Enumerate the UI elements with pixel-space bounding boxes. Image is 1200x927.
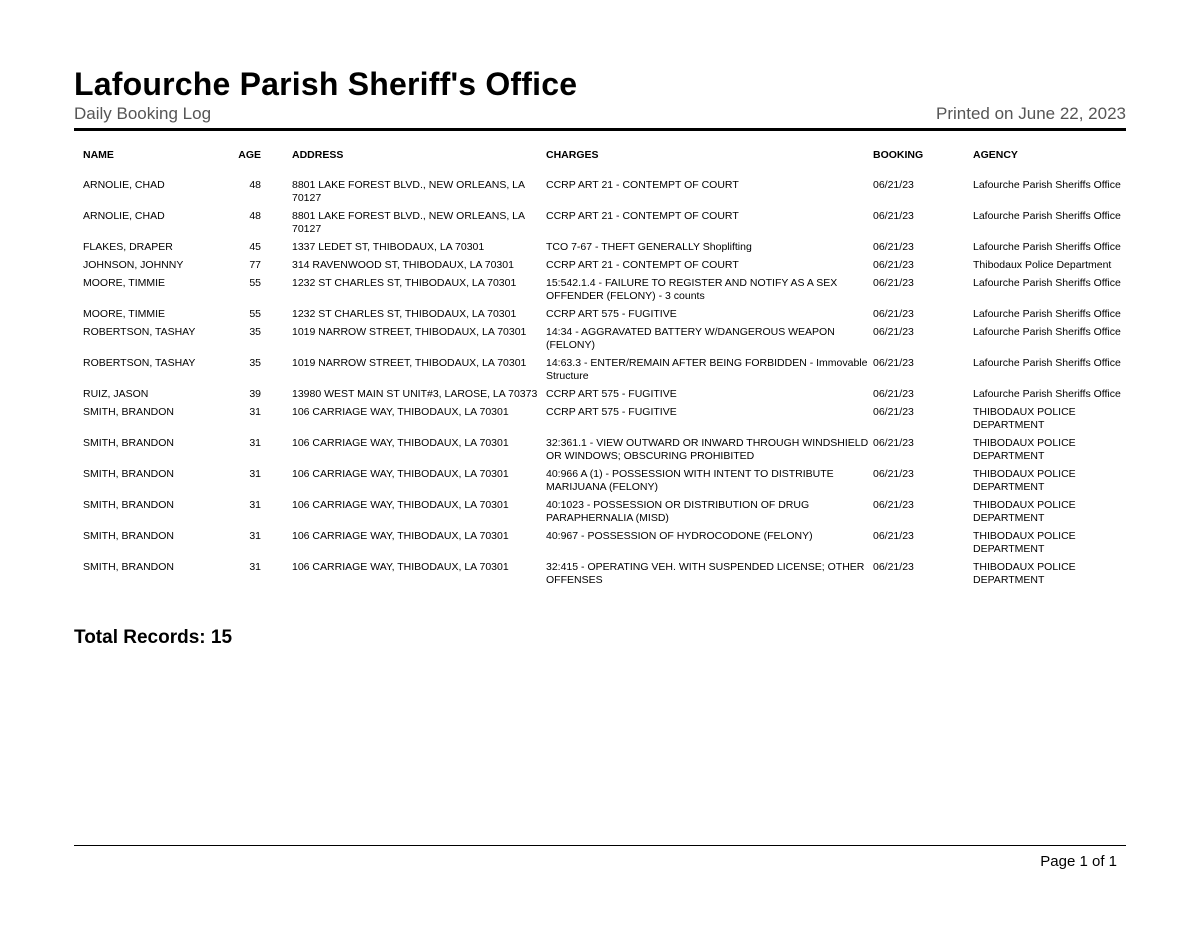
cell-booking: 06/21/23	[873, 357, 914, 369]
cell-booking: 06/21/23	[873, 326, 914, 338]
cell-booking: 06/21/23	[873, 259, 914, 271]
column-header-age: AGE	[238, 149, 261, 161]
cell-charges: 40:1023 - POSSESSION OR DISTRIBUTION OF DRUG PARAPHERNALIA (MISD)	[546, 499, 810, 524]
cell-age: 35	[249, 326, 261, 338]
page-title: Lafourche Parish Sheriff's Office	[74, 66, 578, 102]
table-row	[74, 437, 1126, 468]
table-row	[74, 530, 1126, 561]
cell-agency: THIBODAUX POLICE DEPARTMENT	[973, 406, 1076, 431]
cell-address: 8801 LAKE FOREST BLVD., NEW ORLEANS, LA 70127	[292, 179, 525, 204]
table-row	[74, 259, 1126, 277]
cell-booking: 06/21/23	[873, 241, 914, 253]
table-row	[74, 357, 1126, 388]
cell-age: 31	[249, 561, 261, 573]
cell-address: 106 CARRIAGE WAY, THIBODAUX, LA 70301	[292, 406, 509, 418]
cell-charges: CCRP ART 575 - FUGITIVE	[546, 406, 677, 418]
cell-age: 39	[249, 388, 261, 400]
cell-address: 106 CARRIAGE WAY, THIBODAUX, LA 70301	[292, 437, 509, 449]
booking-table	[74, 143, 1126, 592]
footer-divider	[74, 845, 1126, 846]
cell-agency: Lafourche Parish Sheriffs Office	[973, 308, 1121, 320]
cell-booking: 06/21/23	[873, 499, 914, 511]
cell-agency: Lafourche Parish Sheriffs Office	[973, 357, 1121, 369]
cell-charges: 15:542.1.4 - FAILURE TO REGISTER AND NOTIFY AS A SEX OFFENDER (FELONY) - 3 counts	[546, 277, 838, 302]
cell-charges: 14:34 - AGGRAVATED BATTERY W/DANGEROUS WEAPON (FELONY)	[546, 326, 835, 351]
table-row	[74, 277, 1126, 308]
column-header-booking: BOOKING	[873, 149, 924, 161]
column-header-agency: AGENCY	[973, 149, 1018, 161]
column-header-address: ADDRESS	[292, 149, 344, 161]
total-records: Total Records: 15	[74, 627, 233, 648]
cell-charges: CCRP ART 21 - CONTEMPT OF COURT	[546, 179, 739, 191]
cell-booking: 06/21/23	[873, 210, 914, 222]
cell-agency: THIBODAUX POLICE DEPARTMENT	[973, 561, 1076, 586]
booking-log-page	[74, 0, 1126, 927]
cell-agency: Lafourche Parish Sheriffs Office	[973, 241, 1121, 253]
cell-name: JOHNSON, JOHNNY	[83, 259, 184, 271]
cell-booking: 06/21/23	[873, 179, 914, 191]
table-row	[74, 388, 1126, 406]
cell-address: 13980 WEST MAIN ST UNIT#3, LAROSE, LA 70373	[292, 388, 538, 400]
cell-name: ARNOLIE, CHAD	[83, 179, 165, 191]
cell-agency: Lafourche Parish Sheriffs Office	[973, 326, 1121, 338]
printed-date: Printed on June 22, 2023	[936, 104, 1126, 123]
cell-charges: 40:967 - POSSESSION OF HYDROCODONE (FELONY)	[546, 530, 813, 542]
cell-agency: THIBODAUX POLICE DEPARTMENT	[973, 437, 1076, 462]
cell-agency: Lafourche Parish Sheriffs Office	[973, 388, 1121, 400]
cell-name: ARNOLIE, CHAD	[83, 210, 165, 222]
cell-charges: 32:415 - OPERATING VEH. WITH SUSPENDED LICENSE; OTHER OFFENSES	[546, 561, 865, 586]
table-row	[74, 406, 1126, 437]
cell-address: 1232 ST CHARLES ST, THIBODAUX, LA 70301	[292, 277, 517, 289]
table-row	[74, 179, 1126, 210]
cell-charges: CCRP ART 575 - FUGITIVE	[546, 388, 677, 400]
cell-agency: Lafourche Parish Sheriffs Office	[973, 277, 1121, 289]
cell-booking: 06/21/23	[873, 308, 914, 320]
cell-agency: THIBODAUX POLICE DEPARTMENT	[973, 499, 1076, 524]
cell-booking: 06/21/23	[873, 406, 914, 418]
header-divider	[74, 128, 1126, 131]
cell-age: 48	[249, 179, 261, 191]
table-row	[74, 241, 1126, 259]
cell-name: ROBERTSON, TASHAY	[83, 326, 196, 338]
cell-charges: CCRP ART 575 - FUGITIVE	[546, 308, 677, 320]
cell-booking: 06/21/23	[873, 277, 914, 289]
cell-address: 106 CARRIAGE WAY, THIBODAUX, LA 70301	[292, 468, 509, 480]
cell-name: MOORE, TIMMIE	[83, 308, 166, 320]
table-row	[74, 468, 1126, 499]
cell-charges: CCRP ART 21 - CONTEMPT OF COURT	[546, 210, 739, 222]
cell-address: 106 CARRIAGE WAY, THIBODAUX, LA 70301	[292, 530, 509, 542]
cell-address: 1019 NARROW STREET, THIBODAUX, LA 70301	[292, 326, 527, 338]
cell-address: 1019 NARROW STREET, THIBODAUX, LA 70301	[292, 357, 527, 369]
cell-name: ROBERTSON, TASHAY	[83, 357, 196, 369]
cell-name: RUIZ, JASON	[83, 388, 149, 400]
cell-booking: 06/21/23	[873, 388, 914, 400]
cell-name: SMITH, BRANDON	[83, 437, 175, 449]
cell-charges: CCRP ART 21 - CONTEMPT OF COURT	[546, 259, 739, 271]
column-header-name: NAME	[83, 149, 114, 161]
table-header-row	[74, 143, 1126, 179]
cell-charges: TCO 7-67 - THEFT GENERALLY Shoplifting	[546, 241, 752, 253]
cell-name: SMITH, BRANDON	[83, 530, 175, 542]
cell-address: 106 CARRIAGE WAY, THIBODAUX, LA 70301	[292, 499, 509, 511]
cell-address: 8801 LAKE FOREST BLVD., NEW ORLEANS, LA 70127	[292, 210, 525, 235]
cell-name: FLAKES, DRAPER	[83, 241, 173, 253]
cell-age: 55	[249, 308, 261, 320]
cell-address: 106 CARRIAGE WAY, THIBODAUX, LA 70301	[292, 561, 509, 573]
cell-age: 35	[249, 357, 261, 369]
cell-charges: 14:63.3 - ENTER/REMAIN AFTER BEING FORBIDDEN - Immovable Structure	[546, 357, 868, 382]
cell-booking: 06/21/23	[873, 561, 914, 573]
cell-booking: 06/21/23	[873, 468, 914, 480]
cell-agency: Lafourche Parish Sheriffs Office	[973, 179, 1121, 191]
cell-age: 55	[249, 277, 261, 289]
cell-age: 45	[249, 241, 261, 253]
cell-age: 31	[249, 468, 261, 480]
cell-age: 31	[249, 406, 261, 418]
cell-age: 31	[249, 530, 261, 542]
cell-address: 1337 LEDET ST, THIBODAUX, LA 70301	[292, 241, 485, 253]
cell-age: 77	[249, 259, 261, 271]
cell-booking: 06/21/23	[873, 437, 914, 449]
cell-charges: 40:966 A (1) - POSSESSION WITH INTENT TO DISTRIBUTE MARIJUANA (FELONY)	[546, 468, 834, 493]
table-row	[74, 308, 1126, 326]
cell-name: SMITH, BRANDON	[83, 406, 175, 418]
cell-address: 314 RAVENWOOD ST, THIBODAUX, LA 70301	[292, 259, 514, 271]
cell-charges: 32:361.1 - VIEW OUTWARD OR INWARD THROUGH WINDSHIELD OR WINDOWS; OBSCURING PROHIBITED	[546, 437, 869, 462]
cell-age: 31	[249, 437, 261, 449]
cell-agency: Lafourche Parish Sheriffs Office	[973, 210, 1121, 222]
cell-agency: THIBODAUX POLICE DEPARTMENT	[973, 468, 1076, 493]
cell-address: 1232 ST CHARLES ST, THIBODAUX, LA 70301	[292, 308, 517, 320]
table-row	[74, 561, 1126, 592]
cell-name: SMITH, BRANDON	[83, 561, 175, 573]
cell-age: 31	[249, 499, 261, 511]
cell-name: SMITH, BRANDON	[83, 468, 175, 480]
cell-agency: THIBODAUX POLICE DEPARTMENT	[973, 530, 1076, 555]
cell-booking: 06/21/23	[873, 530, 914, 542]
cell-name: MOORE, TIMMIE	[83, 277, 166, 289]
page-subtitle: Daily Booking Log	[74, 104, 212, 123]
column-header-charges: CHARGES	[546, 149, 599, 161]
table-row	[74, 499, 1126, 530]
cell-age: 48	[249, 210, 261, 222]
page-number: Page 1 of 1	[1040, 853, 1117, 870]
cell-agency: Thibodaux Police Department	[973, 259, 1112, 271]
cell-name: SMITH, BRANDON	[83, 499, 175, 511]
table-row	[74, 210, 1126, 241]
table-row	[74, 326, 1126, 357]
